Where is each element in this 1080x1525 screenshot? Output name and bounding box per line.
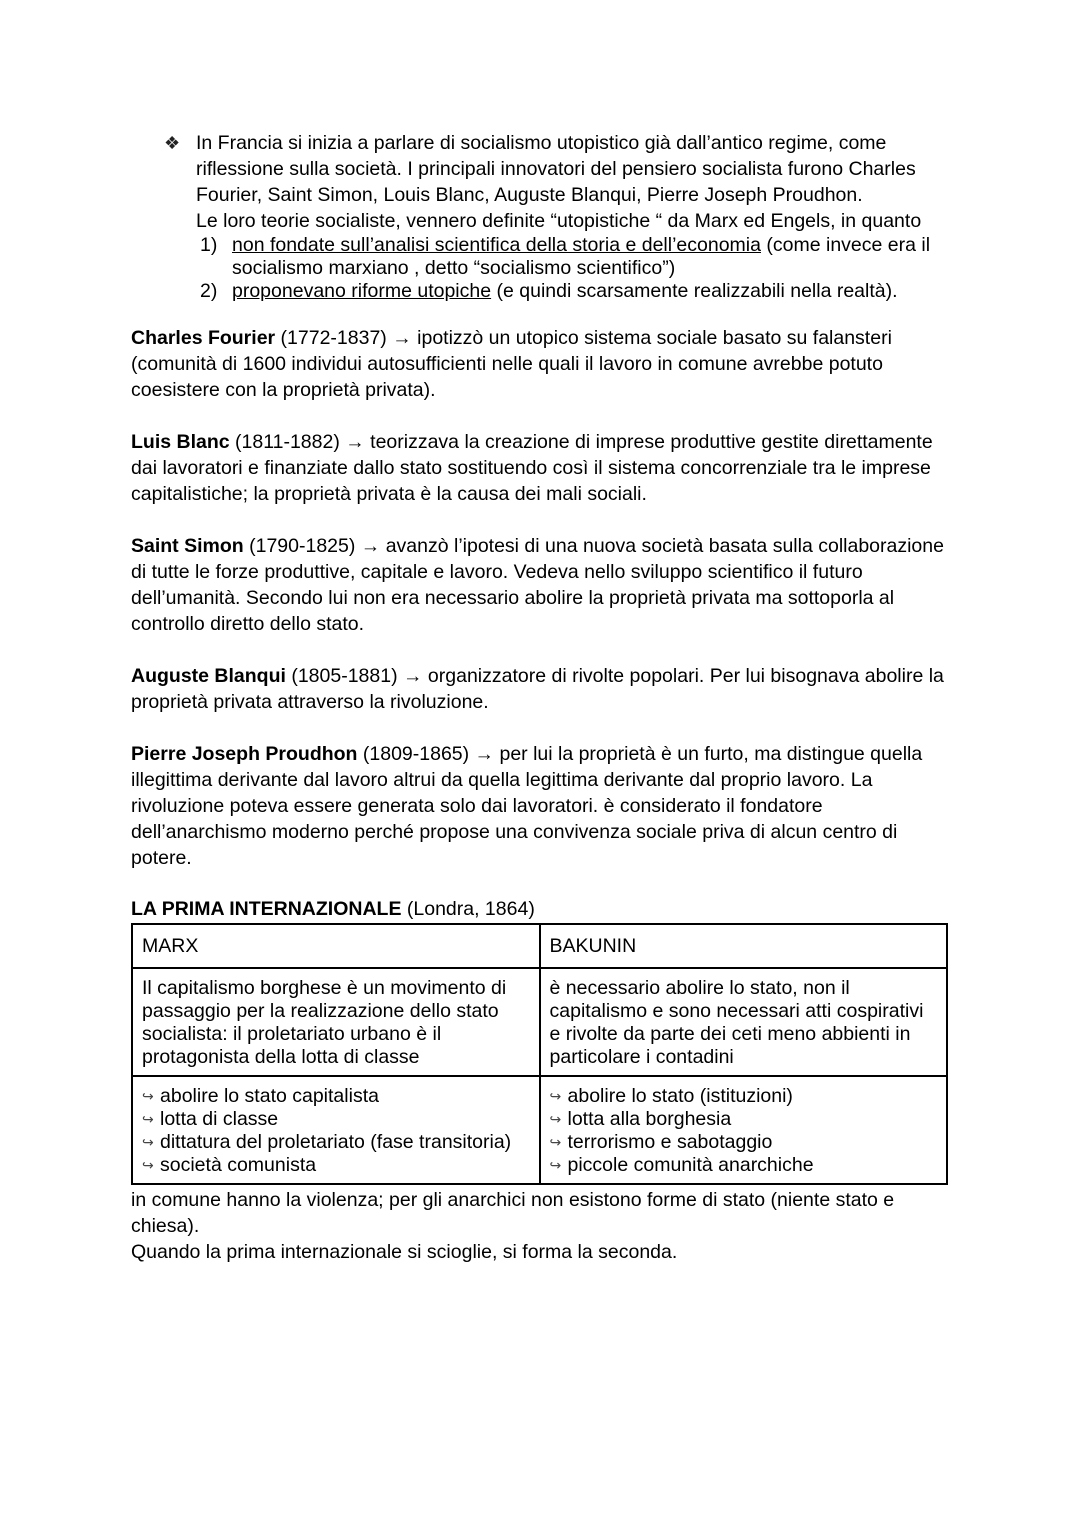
- thinker-blanc: [131, 429, 951, 507]
- thinker-name: Saint Simon: [131, 535, 244, 557]
- thinker-name: Auguste Blanqui: [131, 665, 286, 687]
- thinker-blanqui: [131, 663, 951, 715]
- list-marker: 1): [200, 234, 218, 256]
- thinker-saint-simon: [131, 533, 951, 637]
- section-title: [131, 897, 951, 921]
- list-item: ↪ lotta di classe: [142, 1108, 279, 1130]
- hook-arrow-icon: ↪: [549, 1157, 562, 1173]
- list-item: ↪ abolire lo stato capitalista: [142, 1085, 379, 1107]
- underlined-text: non fondate sull’analisi scientifica della storia e dell’economia: [232, 234, 761, 256]
- table-row: [132, 1076, 947, 1184]
- section-title-text: LA PRIMA INTERNAZIONALE: [131, 898, 402, 920]
- document-page: [131, 130, 951, 1265]
- list-item: ↪ piccole comunità anarchiche: [549, 1154, 814, 1176]
- thinker-text: teorizzava la creazione di imprese produttive gestite direttamente dai lavoratori e finanziate dallo stato sostituendo così il sistema concorrenziale tra le imprese capitalistiche; la proprietà privata è la causa dei mali sociali.: [131, 431, 933, 505]
- list-item: ↪ abolire lo stato (istituzioni): [549, 1085, 793, 1107]
- thinker-dates: (1805-1881) →: [285, 665, 428, 687]
- bakunin-points: [540, 1076, 948, 1184]
- thinker-text: organizzatore di rivolte popolari. Per lui bisognava abolire la proprietà privata attraverso la rivoluzione.: [131, 665, 944, 713]
- list-item: ↪ lotta alla borghesia: [549, 1108, 732, 1130]
- underlined-text: proponevano riforme utopiche: [232, 280, 492, 302]
- reason-item: 1) non fondate sull’analisi scientifica della storia e dell’economia (come invece era il socialismo marxiano , detto “socialismo scientifico”): [200, 234, 931, 279]
- thinker-name: Charles Fourier: [131, 327, 276, 349]
- hook-arrow-icon: ↪: [142, 1157, 154, 1173]
- section-subtitle: (Londra, 1864): [401, 898, 535, 920]
- thinker-dates: (1811-1882) →: [229, 431, 371, 453]
- thinker-name: Pierre Joseph Proudhon: [131, 743, 358, 765]
- thinker-proudhon: [131, 741, 951, 871]
- intro-text: In Francia si inizia a parlare di socialismo utopistico già dall’antico regime, come riflessione sulla società. I principali innovatori del pensiero socialista furono Charles Fourier, Saint Simon, Louis Blanc, Auguste Blanqui, Pierre Joseph Proudhon. Le loro teorie socialiste, vennero definite “utopistiche “ da Marx ed Engels, in quanto: [196, 132, 922, 232]
- hook-arrow-icon: ↪: [549, 1088, 562, 1104]
- reasons-list: [196, 234, 951, 303]
- bakunin-description: è necessario abolire lo stato, non il capitalismo e sono necessari atti cospirativi e rivolte da parte dei ceti meno abbienti in particolare i contadini: [540, 968, 948, 1076]
- hook-arrow-icon: ↪: [142, 1088, 154, 1104]
- comparison-table: [131, 923, 948, 1185]
- marx-points-list: [142, 1085, 530, 1177]
- marx-points: [132, 1076, 540, 1184]
- bakunin-points-list: [550, 1085, 938, 1177]
- after-table-text: in comune hanno la violenza; per gli anarchici non esistono forme di stato (niente stato e chiesa). Quando la prima internazionale si scioglie, si forma la seconda.: [131, 1189, 895, 1263]
- hook-arrow-icon: ↪: [142, 1111, 154, 1127]
- hook-arrow-icon: ↪: [142, 1134, 154, 1150]
- thinker-name: Luis Blanc: [131, 431, 230, 453]
- diamond-cluster-icon: ❖: [164, 133, 181, 153]
- hook-arrow-icon: ↪: [549, 1111, 562, 1127]
- marx-description: Il capitalismo borghese è un movimento di passaggio per la realizzazione dello stato socialista: il proletariato urbano è il protagonista della lotta di classe: [132, 968, 540, 1076]
- thinker-dates: (1809-1865) →: [357, 743, 500, 765]
- thinker-text: ipotizzò un utopico sistema sociale basato su falansteri (comunità di 1600 individui autosufficienti nelle quali il lavoro in comune avrebbe potuto coesistere con la proprietà privata).: [131, 327, 892, 401]
- list-marker: 2): [200, 280, 218, 302]
- thinker-text: per lui la proprietà è un furto, ma distingue quella illegittima derivante dal lavoro altrui da quella legittima derivante dal proprio lavoro. La rivoluzione poteva essere generata solo dai lavoratori. è considerato il fondatore dell’anarchismo moderno perché propose una convivenza sociale priva di alcun centro di potere.: [131, 743, 923, 869]
- thinker-text: avanzò l’ipotesi di una nuova società basata sulla collaborazione di tutte le forze produttive, capitale e lavoro. Vedeva nello sviluppo scientifico il futuro dell’umanità. Secondo lui non era necessario abolire la proprietà privata ma sottoporla al controllo diretto dello stato.: [131, 535, 944, 635]
- hook-arrow-icon: ↪: [549, 1134, 562, 1150]
- table-header-row: [132, 924, 947, 968]
- list-item: ↪ società comunista: [142, 1154, 317, 1176]
- thinker-dates: (1772-1837) →: [275, 327, 418, 349]
- thinker-fourier: [131, 325, 951, 403]
- list-item: ↪ dittatura del proletariato (fase transitoria): [142, 1131, 512, 1153]
- table-row: [132, 968, 947, 1076]
- thinker-dates: (1790-1825) →: [243, 535, 386, 557]
- list-item: ↪ terrorismo e sabotaggio: [549, 1131, 773, 1153]
- intro-bullet: [131, 130, 951, 303]
- header-bakunin: BAKUNIN: [540, 924, 948, 968]
- reason-item: 2) proponevano riforme utopiche (e quindi scarsamente realizzabili nella realtà).: [200, 280, 898, 302]
- header-marx: MARX: [132, 924, 540, 968]
